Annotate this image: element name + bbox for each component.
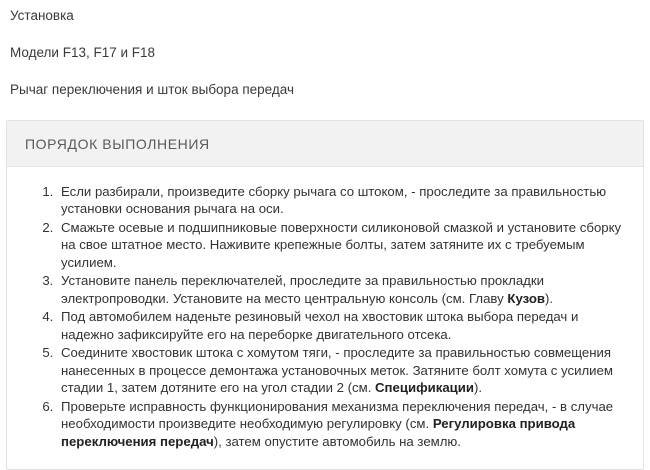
step-text: ). bbox=[473, 380, 483, 396]
step-text: Если разбирали, произведите сборку рычага со штоком, - проследите за правильностью установки основания рычага на оси. bbox=[61, 183, 607, 217]
procedure-panel-body bbox=[7, 167, 643, 470]
step-reference-link: Кузов bbox=[507, 290, 545, 306]
step-text: ). bbox=[545, 290, 554, 306]
procedure-step bbox=[57, 398, 623, 451]
procedure-step bbox=[57, 272, 623, 307]
heading-models: Модели F13, F17 и F18 bbox=[10, 45, 156, 61]
procedure-step bbox=[57, 219, 623, 272]
step-text: Проверьте исправность функционирования механизма переключения передач, - в случае необходимости произведите необходимую регулировку (см. bbox=[61, 398, 614, 432]
step-reference-link: Регулировка привода переключения передач bbox=[61, 416, 576, 449]
procedure-step bbox=[57, 183, 623, 218]
procedure-panel bbox=[6, 120, 644, 470]
step-text: Смажьте осевые и подшипниковые поверхности силиконовой смазкой и установите сборку на свое штатное место. Наживите крепежные болты, затем затяните их с требуемым усилием. bbox=[61, 219, 622, 270]
procedure-panel-title: ПОРЯДОК ВЫПОЛНЕНИЯ bbox=[7, 121, 643, 167]
step-reference-link: Спецификации bbox=[375, 380, 474, 396]
heading-installation: Установка bbox=[10, 8, 74, 23]
procedure-step bbox=[57, 344, 623, 397]
step-text: Установите панель переключателей, проследите за правильностью прокладки электропроводки. Установите на место центральную консоль (см. Главу bbox=[61, 273, 545, 306]
heading-subject: Рычаг переключения и шток выбора передач bbox=[10, 82, 294, 98]
procedure-step bbox=[57, 308, 623, 343]
procedure-steps-list bbox=[27, 183, 623, 451]
step-text: ), затем опустите автомобиль на землю. bbox=[213, 433, 461, 449]
step-text: Под автомобилем наденьте резиновый чехол на хвостовик штока выбора передач и надежно зафиксируйте его на переборке двигательного отсека. bbox=[61, 309, 579, 342]
step-text: Соедините хвостовик штока с хомутом тяги, - проследите за правильностью совмещения нанесенных в процессе демонтажа установочных меток. Затяните болт хомута с усилием стадии 1, затем дотяните его на угол стадии 2 (см. bbox=[61, 345, 613, 396]
